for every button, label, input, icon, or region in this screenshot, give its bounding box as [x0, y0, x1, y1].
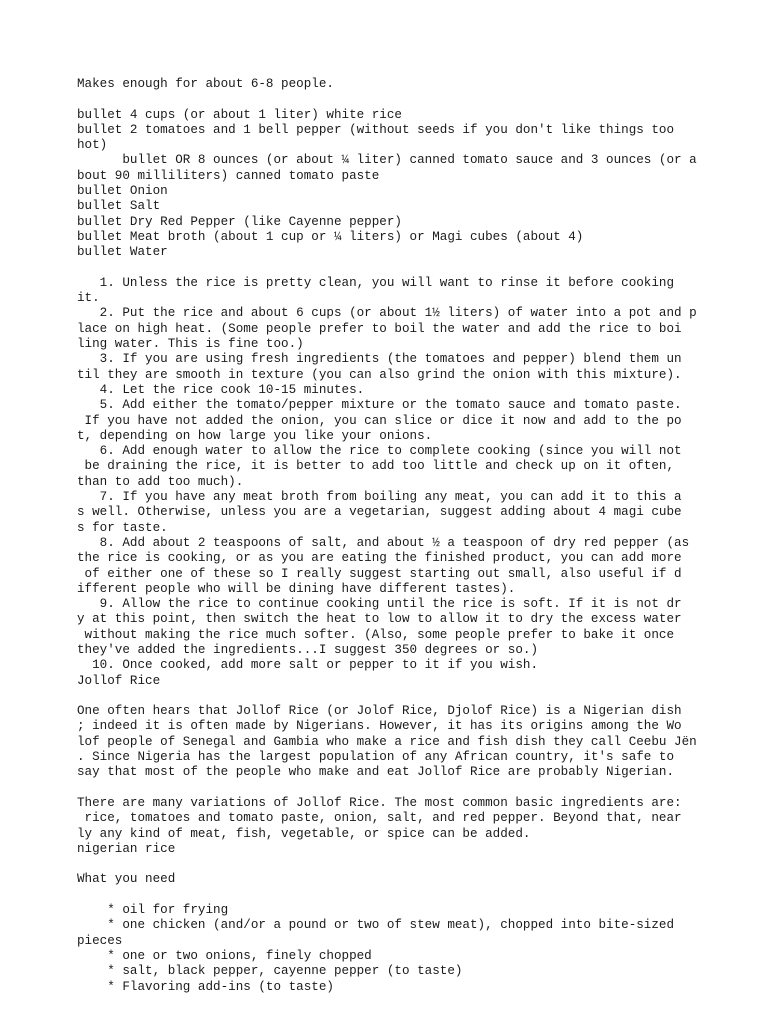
text-line: ling water. This is fine too.) — [77, 337, 304, 352]
text-line: * one chicken (and/or a pound or two of stew meat), chopped into bite-sized — [77, 918, 675, 933]
text-line: * Flavoring add-ins (to taste) — [77, 979, 334, 994]
text-line: hot) — [77, 138, 108, 153]
text-line: 2. Put the rice and about 6 cups (or about 1½ liters) of water into a pot and p — [77, 306, 697, 321]
text-line: * oil for frying — [77, 903, 229, 918]
text-line: ; indeed it is often made by Nigerians. However, it has its origins among the Wo — [77, 719, 682, 734]
text-line: pieces — [77, 933, 123, 948]
text-line: s well. Otherwise, unless you are a vegetarian, suggest adding about 4 magi cube — [77, 505, 682, 520]
text-line: s for taste. — [77, 520, 168, 535]
blank-line — [77, 689, 737, 704]
text-line: bullet 2 tomatoes and 1 bell pepper (without seeds if you don't like things too — [77, 122, 675, 137]
text-line: One often hears that Jollof Rice (or Jolof Rice, Djolof Rice) is a Nigerian dish — [77, 704, 682, 719]
blank-line — [77, 888, 737, 903]
blank-line — [77, 857, 737, 872]
text-line: There are many variations of Jollof Rice. The most common basic ingredients are: — [77, 795, 682, 810]
text-line: * one or two onions, finely chopped — [77, 948, 372, 963]
text-line: Makes enough for about 6-8 people. — [77, 77, 334, 91]
text-line: bullet OR 8 ounces (or about ¼ liter) canned tomato sauce and 3 ounces (or a — [77, 153, 697, 168]
text-line: What you need — [77, 872, 176, 887]
blank-line — [77, 92, 737, 107]
text-line: t, depending on how large you like your onions. — [77, 428, 433, 443]
text-line: 9. Allow the rice to continue cooking until the rice is soft. If it is not dr — [77, 597, 682, 612]
text-line: 10. Once cooked, add more salt or pepper to it if you wish. — [77, 658, 539, 673]
text-line: bullet Onion — [77, 184, 168, 199]
text-line: lace on high heat. (Some people prefer to boil the water and add the rice to boi — [77, 321, 682, 336]
text-line: ly any kind of meat, fish, vegetable, or spice can be added. — [77, 826, 531, 841]
text-line: without making the rice much softer. (Also, some people prefer to bake it once — [77, 627, 675, 642]
text-line: rice, tomatoes and tomato paste, onion, salt, and red pepper. Beyond that, near — [77, 811, 682, 826]
text-line: 8. Add about 2 teaspoons of salt, and about ½ a teaspoon of dry red pepper (as — [77, 535, 690, 550]
text-line: bullet Water — [77, 245, 168, 260]
text-line: than to add too much). — [77, 474, 244, 489]
text-line: bullet Salt — [77, 199, 161, 214]
text-line: 7. If you have any meat broth from boiling any meat, you can add it to this a — [77, 490, 682, 505]
text-line: of either one of these so I really suggest starting out small, also useful if d — [77, 566, 682, 581]
text-line: they've added the ingredients...I suggest 350 degrees or so.) — [77, 642, 539, 657]
text-line: bullet Meat broth (about 1 cup or ¼ liters) or Magi cubes (about 4) — [77, 229, 584, 244]
text-line: ifferent people who will be dining have different tastes). — [77, 581, 516, 596]
text-line: 3. If you are using fresh ingredients (the tomatoes and pepper) blend them un — [77, 352, 682, 367]
document-page — [77, 77, 737, 995]
text-line: be draining the rice, it is better to add too little and check up on it often, — [77, 459, 675, 474]
text-line: lof people of Senegal and Gambia who make a rice and fish dish they call Ceebu Jën — [77, 734, 697, 749]
text-line: Jollof Rice — [77, 673, 161, 688]
text-line: * salt, black pepper, cayenne pepper (to taste) — [77, 964, 463, 979]
text-line: til they are smooth in texture (you can also grind the onion with this mixture). — [77, 367, 682, 382]
blank-line — [77, 781, 737, 796]
blank-line — [77, 261, 737, 276]
text-line: 6. Add enough water to allow the rice to complete cooking (since you will not — [77, 444, 682, 459]
text-line: nigerian rice — [77, 841, 176, 856]
text-line: . Since Nigeria has the largest population of any African country, it's safe to — [77, 750, 675, 765]
text-line: y at this point, then switch the heat to low to allow it to dry the excess water — [77, 612, 682, 627]
text-line: 4. Let the rice cook 10-15 minutes. — [77, 382, 365, 397]
text-line: say that most of the people who make and eat Jollof Rice are probably Nigerian. — [77, 765, 675, 780]
text-line: 5. Add either the tomato/pepper mixture or the tomato sauce and tomato paste. — [77, 398, 682, 413]
text-line: bullet Dry Red Pepper (like Cayenne pepper) — [77, 214, 402, 229]
text-line: bullet 4 cups (or about 1 liter) white rice — [77, 107, 402, 122]
text-line: If you have not added the onion, you can slice or dice it now and add to the po — [77, 413, 682, 428]
text-line: 1. Unless the rice is pretty clean, you will want to rinse it before cooking — [77, 275, 675, 290]
text-line: bout 90 milliliters) canned tomato paste — [77, 168, 380, 183]
text-line: it. — [77, 291, 100, 306]
text-line: the rice is cooking, or as you are eating the finished product, you can add more — [77, 551, 682, 566]
